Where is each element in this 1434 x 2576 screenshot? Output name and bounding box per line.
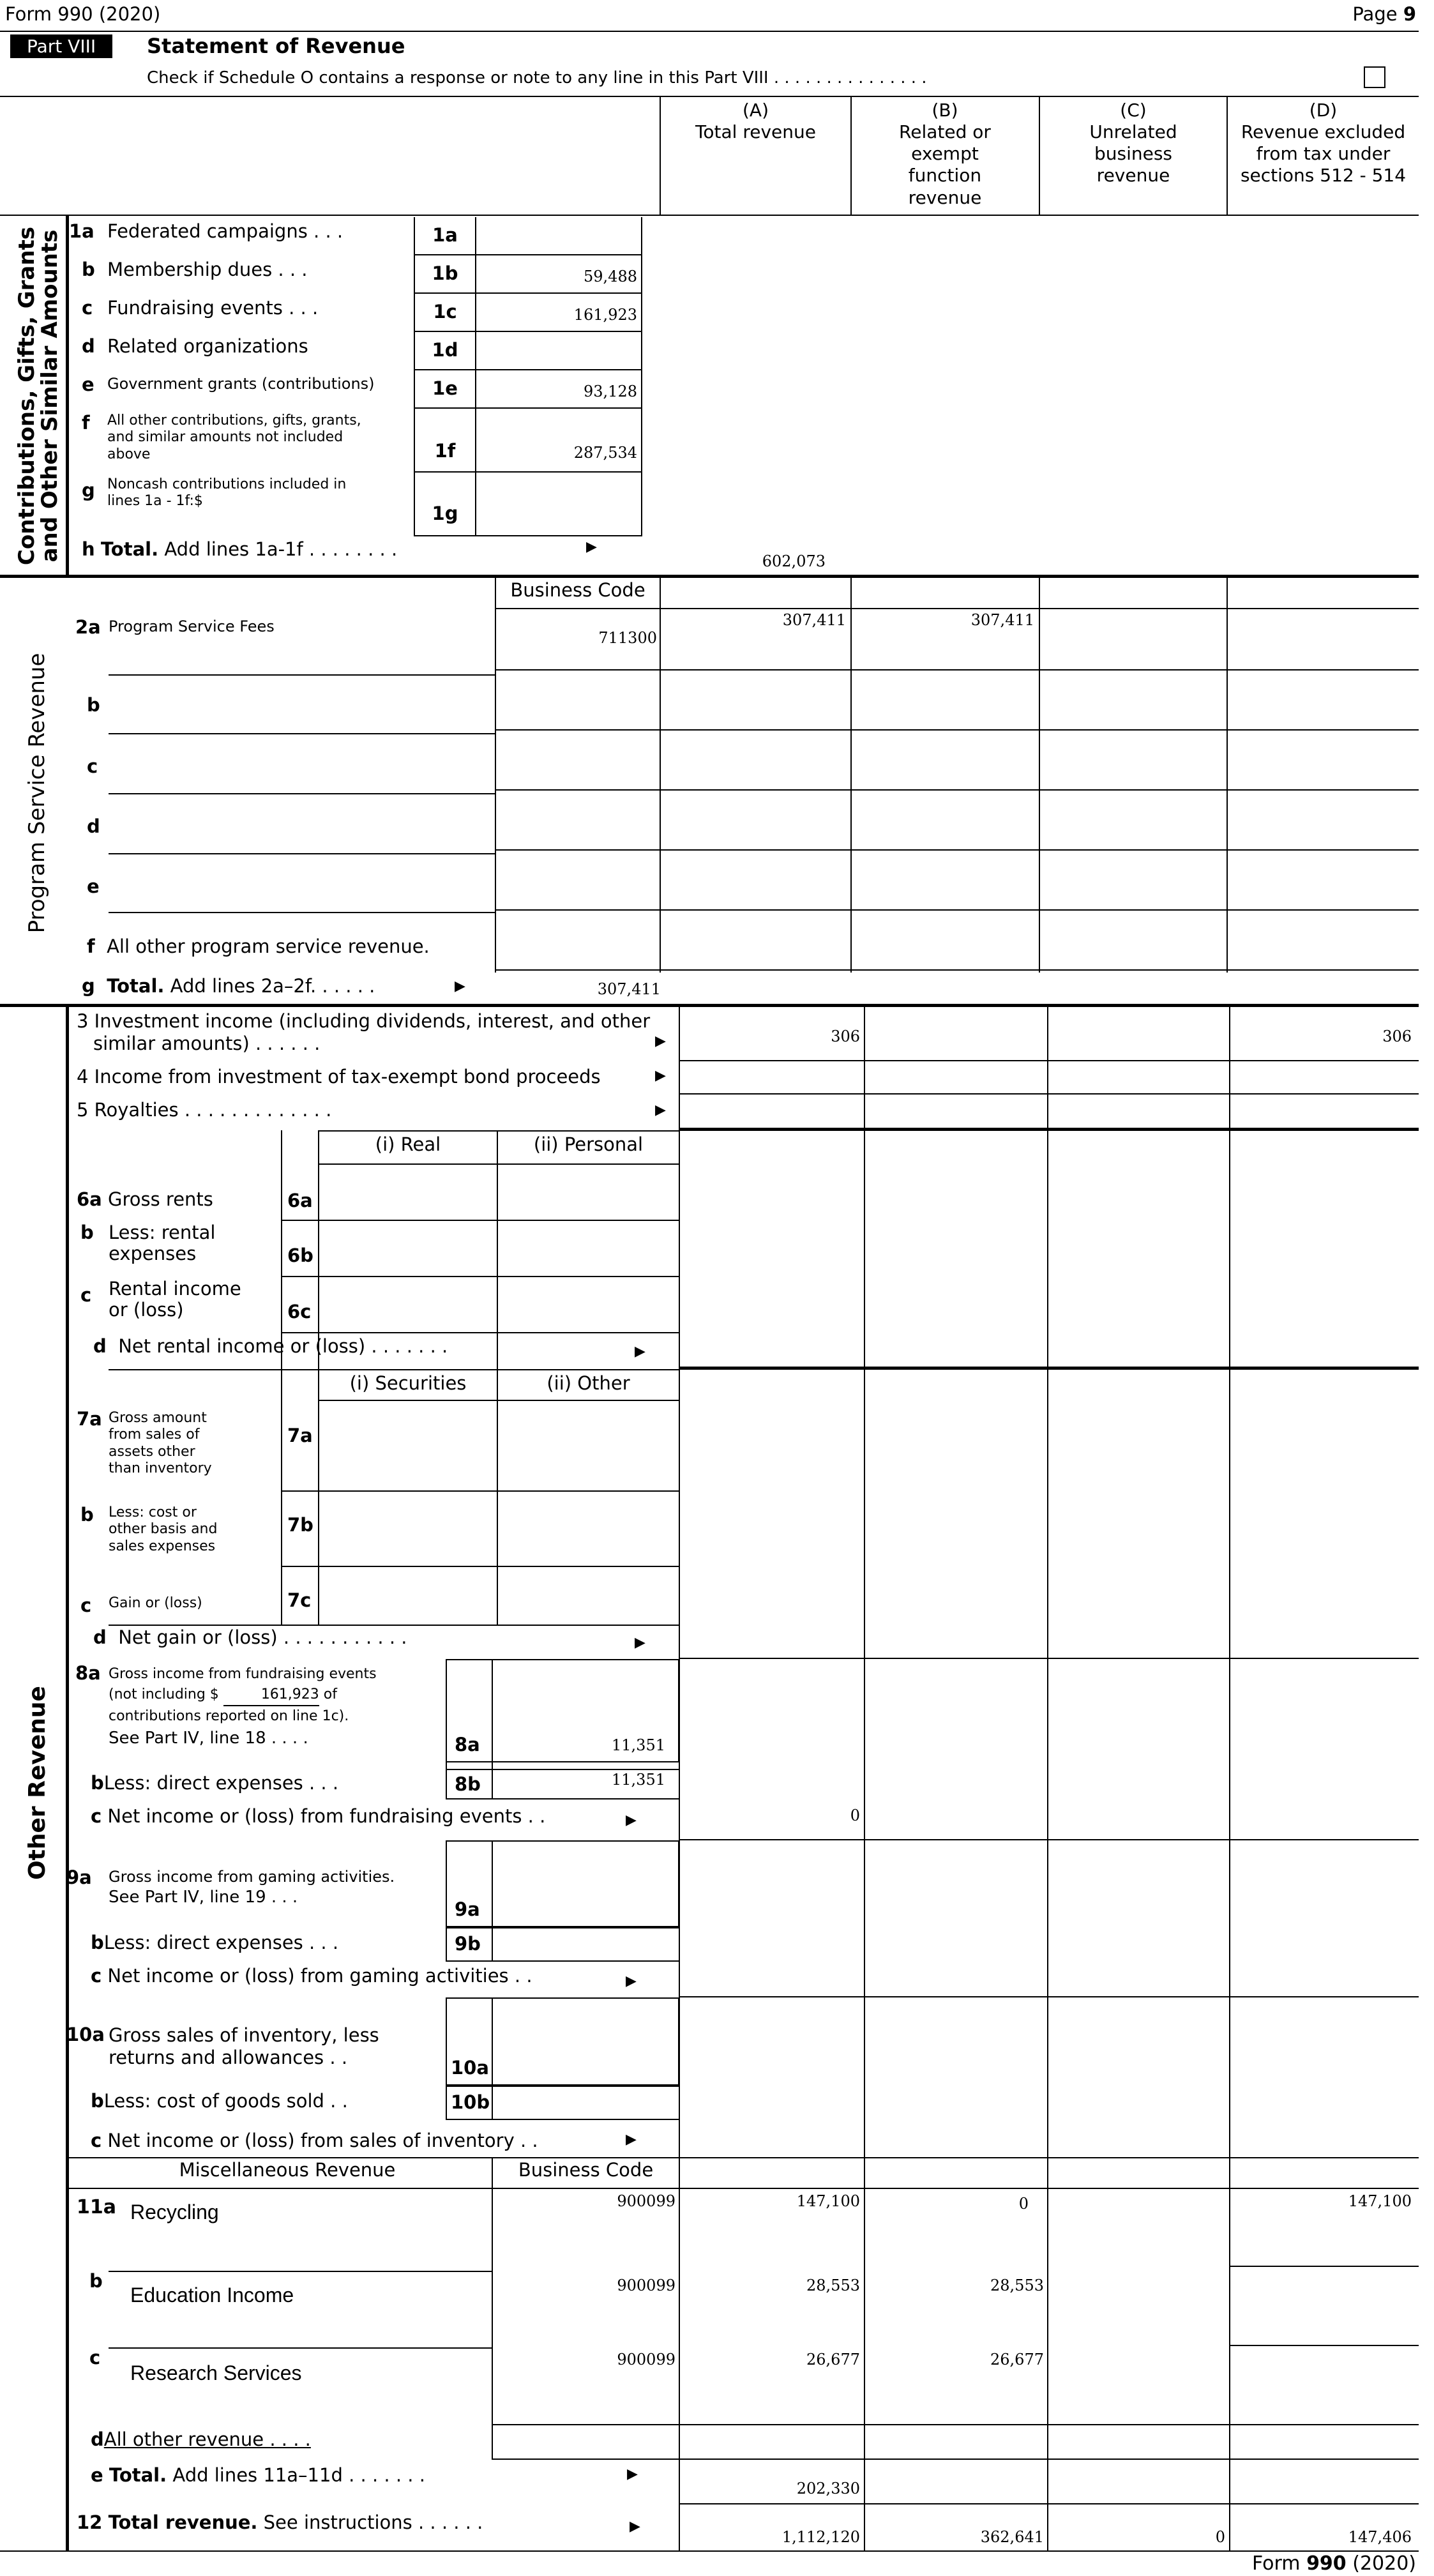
line-11e-label: e Total. Add lines 11a–11d . . . . . . . — [91, 2464, 425, 2486]
line-11a-code: 900099 — [617, 2192, 675, 2210]
line-12-label: 12 Total revenue. See instructions . . . . . . — [77, 2512, 483, 2533]
section-contributions: Contributions, Gifts, Grants and Other Similar Amounts — [14, 226, 63, 566]
line-11b-col-b: 28,553 — [990, 2277, 1044, 2294]
line-10c-label: c Net income or (loss) from sales of inventory . . — [91, 2130, 538, 2151]
line-2c-num: c — [87, 755, 98, 777]
page-label: Page — [1352, 3, 1398, 25]
line-2f-label: f All other program service revenue. — [87, 936, 430, 957]
line-7a-box: 7a — [287, 1425, 313, 1446]
line-7b-box: 7b — [287, 1514, 313, 1536]
line-1d-label: Related organizations — [107, 335, 308, 357]
rent-col-real: (i) Real — [375, 1133, 441, 1155]
line-6c-label: Rental income or (loss) — [109, 1278, 241, 1321]
arrow-4-icon: ▶ — [655, 1068, 666, 1084]
line-1c-amount: 161,923 — [573, 306, 637, 324]
line-8b-label: bLess: direct expenses . . . — [91, 1772, 339, 1794]
line-11c-col-b: 26,677 — [990, 2351, 1044, 2368]
page-no: 9 — [1403, 3, 1416, 25]
part-tag: Part VIII — [10, 34, 112, 58]
part-title: Statement of Revenue — [147, 34, 405, 58]
line-1f-label: All other contributions, gifts, grants, and similar amounts not included above — [107, 413, 361, 462]
line-11c-label: Research Services — [130, 2361, 302, 2384]
line-9a-num: 9a — [66, 1867, 92, 1888]
schedule-o-check-text: Check if Schedule O contains a response or note to any line in this Part VIII . . . . . . . . . . . . . . . — [147, 68, 927, 87]
line-3-col-d: 306 — [1382, 1027, 1412, 1045]
column-b-text: Related or exempt function revenue — [899, 121, 991, 208]
column-d-letter: (D) — [1309, 100, 1338, 121]
line-3-col-a: 306 — [831, 1027, 860, 1045]
line-6a-label: 6a Gross rents — [77, 1188, 213, 1210]
misc-business-code-header: Business Code — [518, 2159, 654, 2181]
line-2g-total: 307,411 — [597, 980, 661, 998]
line-6c-box: 6c — [287, 1301, 312, 1322]
line-6b-num: b — [80, 1222, 94, 1243]
line-11c-col-a: 26,677 — [806, 2351, 860, 2368]
line-10b-label: bLess: cost of goods sold . . — [91, 2090, 348, 2112]
line-11b-col-a: 28,553 — [806, 2277, 860, 2294]
line-11a-label: Recycling — [130, 2201, 219, 2224]
sale-col-securities: (i) Securities — [349, 1372, 467, 1394]
line-1a-label: Federated campaigns . . . — [107, 220, 343, 242]
line-10a-label: Gross sales of inventory, less returns and allowances . . — [109, 2024, 379, 2068]
line-1a-box: 1a — [432, 224, 458, 246]
arrow-7d-icon: ▶ — [635, 1635, 645, 1651]
arrow-6d-icon: ▶ — [635, 1344, 645, 1360]
line-2a-num: 2a — [75, 616, 101, 638]
line-2e-num: e — [87, 875, 100, 897]
line-1b-box: 1b — [432, 262, 458, 284]
column-a-text: Total revenue — [695, 121, 816, 143]
line-1c-box: 1c — [433, 301, 457, 322]
line-1g-label: Noncash contributions included in lines 1a - 1f:$ — [107, 476, 347, 510]
line-7c-box: 7c — [287, 1589, 312, 1611]
rent-col-personal: (ii) Personal — [533, 1133, 644, 1155]
line-7c-label: Gain or (loss) — [109, 1595, 202, 1611]
column-a-letter: (A) — [742, 100, 769, 121]
line-8a-label: Gross income from fundraising events (not including $ 161,923 of contributions reported on line 1c). See Part IV, line 18 . . . . — [109, 1666, 377, 1748]
line-1a-num: 1a — [69, 220, 94, 242]
line-11a-col-b: 0 — [1018, 2195, 1029, 2213]
line-1d-box: 1d — [432, 339, 458, 361]
line-6c-num: c — [80, 1284, 92, 1306]
column-b-header — [881, 100, 1009, 209]
line-1h-label: h Total. Add lines 1a-1f . . . . . . . . — [82, 538, 398, 560]
line-11c-num: c — [89, 2347, 101, 2368]
line-11c-code: 900099 — [617, 2351, 675, 2368]
line-7c-num: c — [80, 1595, 92, 1616]
line-6d-label: d Net rental income or (loss) . . . . . . . — [93, 1335, 448, 1357]
line-7b-label: Less: cost or other basis and sales expenses — [109, 1504, 218, 1554]
line-8a-contrib-amount: 161,923 — [223, 1685, 319, 1706]
line-7a-label: Gross amount from sales of assets other than inventory — [109, 1410, 212, 1477]
line-8b-box: 8b — [455, 1773, 481, 1795]
form-id: Form 990 (2020) — [5, 3, 161, 25]
line-1e-amount: 93,128 — [584, 383, 637, 400]
line-8a-num: 8a — [75, 1662, 101, 1684]
line-1h-total: 602,073 — [762, 552, 826, 570]
column-d-header — [1229, 100, 1417, 187]
line-1c-num: c — [82, 297, 93, 319]
line-7b-num: b — [80, 1504, 94, 1526]
line-12-col-a: 1,112,120 — [781, 2528, 860, 2546]
line-2b-num: b — [87, 694, 100, 716]
line-8a-box: 8a — [455, 1734, 480, 1755]
arrow-2g-icon: ▶ — [455, 978, 465, 994]
line-11a-col-d: 147,100 — [1348, 2192, 1412, 2210]
arrow-1h-icon: ▶ — [586, 539, 597, 555]
line-11b-num: b — [89, 2270, 103, 2292]
line-11a-num: 11a — [77, 2196, 116, 2218]
line-9b-label: bLess: direct expenses . . . — [91, 1932, 339, 1953]
column-c-text: Unrelated business revenue — [1089, 121, 1177, 186]
arrow-5-icon: ▶ — [655, 1102, 666, 1118]
line-6a-box: 6a — [287, 1190, 313, 1211]
arrow-3-icon: ▶ — [655, 1033, 666, 1049]
column-b-letter: (B) — [932, 100, 958, 121]
line-1e-box: 1e — [432, 377, 458, 399]
line-2a-label: Program Service Fees — [109, 617, 275, 635]
arrow-11e-icon: ▶ — [627, 2466, 638, 2482]
line-3-label: 3 Investment income (including dividends, interest, and other similar amounts) . . . . . . — [77, 1010, 651, 1055]
line-11b-code: 900099 — [617, 2277, 675, 2294]
line-1d-num: d — [82, 335, 95, 357]
page-number — [1352, 4, 1416, 25]
line-9b-box: 9b — [455, 1933, 481, 1955]
line-8c-label: c Net income or (loss) from fundraising events . . — [91, 1805, 546, 1827]
line-7d-label: d Net gain or (loss) . . . . . . . . . . . — [93, 1626, 407, 1648]
line-2a-col-b: 307,411 — [970, 611, 1034, 629]
arrow-9c-icon: ▶ — [626, 1973, 637, 1989]
line-11e-total: 202,330 — [796, 2480, 860, 2497]
line-11b-label: Education Income — [130, 2284, 294, 2307]
line-11d-label: dAll other revenue . . . . — [91, 2428, 311, 2450]
line-1f-box: 1f — [434, 440, 456, 462]
line-1f-num: f — [82, 412, 90, 434]
program-business-code-header: Business Code — [510, 579, 645, 601]
schedule-o-checkbox[interactable] — [1364, 66, 1385, 88]
section-other-revenue: Other Revenue — [24, 1686, 50, 1880]
line-2a-code: 711300 — [598, 629, 657, 647]
misc-revenue-header: Miscellaneous Revenue — [179, 2159, 396, 2181]
section-program-service: Program Service Revenue — [24, 653, 50, 934]
line-8a-amount: 11,351 — [612, 1736, 665, 1754]
line-1e-num: e — [82, 374, 94, 395]
line-1f-amount: 287,534 — [573, 444, 637, 462]
line-7a-num: 7a — [77, 1408, 102, 1430]
footer-form-id: Form 990 (2020) — [1251, 2552, 1416, 2575]
line-6b-box: 6b — [287, 1245, 313, 1266]
line-2g-label: g Total. Add lines 2a–2f. . . . . . — [82, 975, 375, 997]
line-10a-box: 10a — [451, 2057, 489, 2079]
sale-col-other: (ii) Other — [547, 1372, 630, 1394]
arrow-10c-icon: ▶ — [626, 2132, 637, 2148]
line-12-col-d: 147,406 — [1348, 2528, 1412, 2546]
arrow-8c-icon: ▶ — [626, 1812, 637, 1828]
line-1b-label: Membership dues . . . — [107, 259, 308, 280]
line-1b-amount: 59,488 — [584, 268, 637, 285]
line-2a-col-a: 307,411 — [782, 611, 846, 629]
line-11a-col-a: 147,100 — [796, 2192, 860, 2210]
arrow-12-icon: ▶ — [630, 2519, 640, 2534]
line-5-label: 5 Royalties . . . . . . . . . . . . . — [77, 1099, 332, 1121]
line-1g-box: 1g — [432, 503, 458, 524]
column-c-letter: (C) — [1120, 100, 1147, 121]
line-10b-box: 10b — [451, 2091, 490, 2113]
column-a-header — [661, 100, 850, 143]
line-2d-num: d — [87, 815, 100, 837]
line-9c-label: c Net income or (loss) from gaming activities . . — [91, 1965, 532, 1987]
line-1e-label: Government grants (contributions) — [107, 375, 375, 393]
line-1g-num: g — [82, 480, 95, 501]
line-9a-box: 9a — [455, 1898, 480, 1920]
line-1b-num: b — [82, 259, 95, 280]
line-10a-num: 10a — [66, 2024, 105, 2045]
column-d-text: Revenue excluded from tax under sections 512 - 514 — [1240, 121, 1407, 186]
line-6b-label: Less: rental expenses — [109, 1222, 216, 1265]
line-12-col-c: 0 — [1215, 2528, 1225, 2546]
line-4-label: 4 Income from investment of tax-exempt bond proceeds — [77, 1066, 601, 1087]
line-1c-label: Fundraising events . . . — [107, 297, 319, 319]
line-12-col-b: 362,641 — [980, 2528, 1044, 2546]
line-9a-label: Gross income from gaming activities. See Part IV, line 19 . . . — [109, 1868, 395, 1907]
line-8b-amount: 11,351 — [612, 1771, 665, 1789]
line-8c-col-a: 0 — [850, 1807, 860, 1824]
column-c-header — [1060, 100, 1207, 187]
